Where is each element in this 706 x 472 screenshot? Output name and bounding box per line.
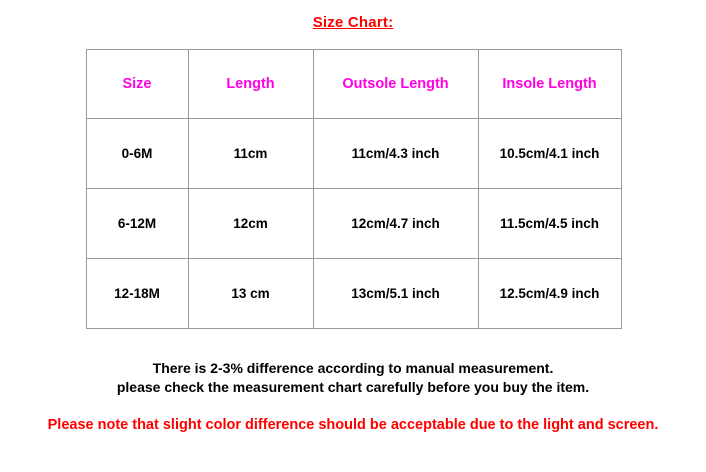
size-chart-table-wrap bbox=[86, 49, 621, 329]
note-line-measurement-difference: There is 2-3% difference according to manual measurement. bbox=[152, 360, 554, 376]
cell-insole-length: 12.5cm/4.9 inch bbox=[478, 259, 621, 329]
table-row bbox=[86, 259, 621, 329]
cell-outsole-length: 13cm/5.1 inch bbox=[313, 259, 478, 329]
note-line-check-chart: please check the measurement chart carefully before you buy the item. bbox=[116, 379, 590, 395]
cell-outsole-length: 12cm/4.7 inch bbox=[313, 189, 478, 259]
cell-insole-length: 10.5cm/4.1 inch bbox=[478, 119, 621, 189]
measurement-notes bbox=[0, 359, 706, 397]
size-chart-table bbox=[86, 49, 622, 329]
column-header-insole-length: Insole Length bbox=[478, 50, 621, 119]
column-header-length: Length bbox=[188, 50, 313, 119]
column-header-outsole-length: Outsole Length bbox=[313, 50, 478, 119]
size-chart-page bbox=[0, 14, 706, 472]
cell-outsole-length: 11cm/4.3 inch bbox=[313, 119, 478, 189]
cell-length: 13 cm bbox=[188, 259, 313, 329]
color-difference-warning: Please note that slight color difference should be acceptable due to the light and screen. bbox=[47, 417, 659, 433]
column-header-size: Size bbox=[86, 50, 188, 119]
page-title: Size Chart: bbox=[312, 14, 394, 31]
cell-size: 6-12M bbox=[86, 189, 188, 259]
table-row bbox=[86, 189, 621, 259]
table-row bbox=[86, 119, 621, 189]
cell-insole-length: 11.5cm/4.5 inch bbox=[478, 189, 621, 259]
cell-length: 11cm bbox=[188, 119, 313, 189]
table-header-row bbox=[86, 50, 621, 119]
cell-length: 12cm bbox=[188, 189, 313, 259]
cell-size: 0-6M bbox=[86, 119, 188, 189]
cell-size: 12-18M bbox=[86, 259, 188, 329]
